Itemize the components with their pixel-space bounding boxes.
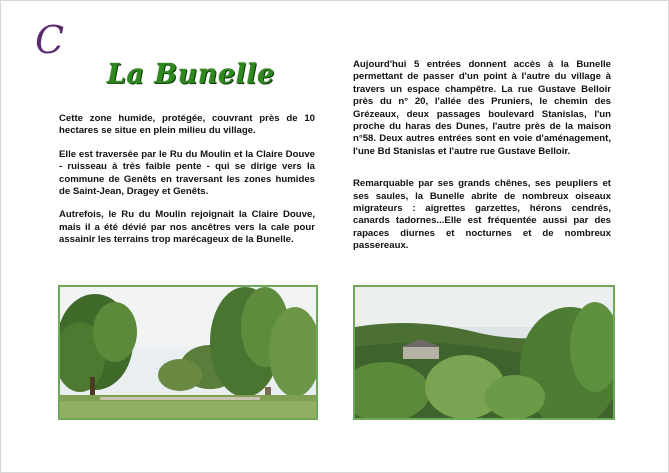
paragraph: Autrefois, le Ru du Moulin rejoignait la Claire Douve, mais il a été dévié par nos ancêtres vers la cale pour assainir les terrains trop marécageux de la Bunelle. xyxy=(59,209,315,246)
woodland-image xyxy=(355,287,613,418)
right-column xyxy=(353,59,611,264)
chapter-letter: C xyxy=(35,18,65,62)
meadow-image xyxy=(60,287,316,418)
meadow-photo xyxy=(58,285,318,420)
paragraph: Cette zone humide, protégée, couvrant près de 10 hectares se situe en plein milieu du village. xyxy=(59,113,315,137)
paragraph: Remarquable par ses grands chênes, ses peupliers et ses saules, la Bunelle abrite de nombreux oiseaux migrateurs : aigrettes garzettes, hérons cendrés, canards tadornes...Elle est fréquentée aussi par des rapaces diurnes et nocturnes et de nombreux passereaux. xyxy=(353,178,611,252)
woodland-photo xyxy=(353,285,615,420)
paragraph: Aujourd'hui 5 entrées donnent accès à la Bunelle permettant de passer d'un point à l'autre du village à travers un espace champêtre. La rue Gustave Belloir près du n° 20, l'allée des Pruniers, le chemin des Grézeaux, deux passages boulevard Stanislas, l'un proche du haras des Dunes, l'autre près de la maison n°58. Deux autres entrées sont en voie d'aménagement, l'une Bd Stanislas et l'autre rue Gustave Belloir. xyxy=(353,59,611,157)
page-title: La Bunelle xyxy=(107,59,275,90)
left-column xyxy=(59,113,315,258)
paragraph: Elle est traversée par le Ru du Moulin et la Claire Douve - ruisseau à très faible pente - qui se dirige vers la commune de Genêts en traversant les zones humides de Saint-Jean, Dragey et Genêts. xyxy=(59,148,315,198)
